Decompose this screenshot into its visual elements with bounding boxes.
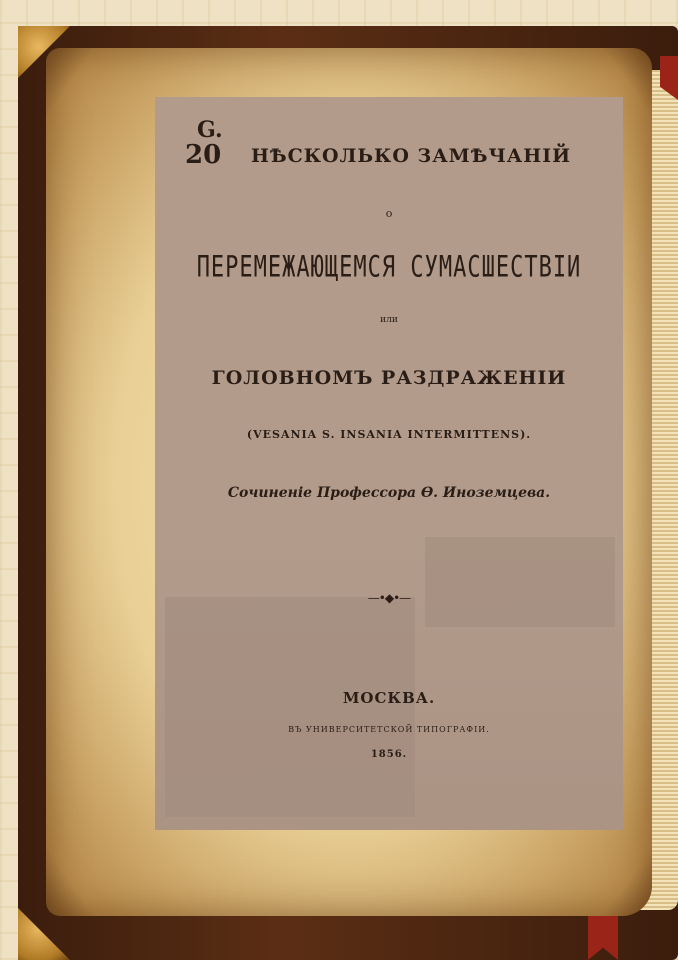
scan-patch: [425, 537, 615, 627]
imprint-city: МОСКВА.: [342, 689, 436, 707]
title-page-scan: [155, 97, 623, 830]
library-call-mark-letter: G.: [197, 117, 223, 143]
imprint-printer: ВЪ УНИВЕРСИТЕТСКОЙ ТИПОГРАФІИ.: [288, 725, 490, 734]
latin-subtitle: (VESANIA S. INSANIA INTERMITTENS).: [246, 428, 532, 441]
imprint-year: 1856.: [370, 749, 408, 760]
conjunction-ili: или: [380, 315, 398, 325]
ornament-divider: —•◆•—: [367, 591, 411, 605]
title-line-1: НѢСКОЛЬКО ЗАМѢЧАНІЙ: [250, 145, 572, 167]
title-line-3: ГОЛОВНОМЪ РАЗДРАЖЕНІИ: [211, 367, 567, 389]
conjunction-o: о: [385, 207, 393, 220]
scan-patch: [165, 597, 415, 817]
title-line-2: ПЕРЕМЕЖАЮЩЕМСЯ СУМАСШЕСТВІИ: [196, 250, 582, 285]
library-call-mark-number: 20: [185, 140, 222, 170]
author-line: Сочиненіе Профессора Ѳ. Иноземцева.: [227, 485, 551, 501]
